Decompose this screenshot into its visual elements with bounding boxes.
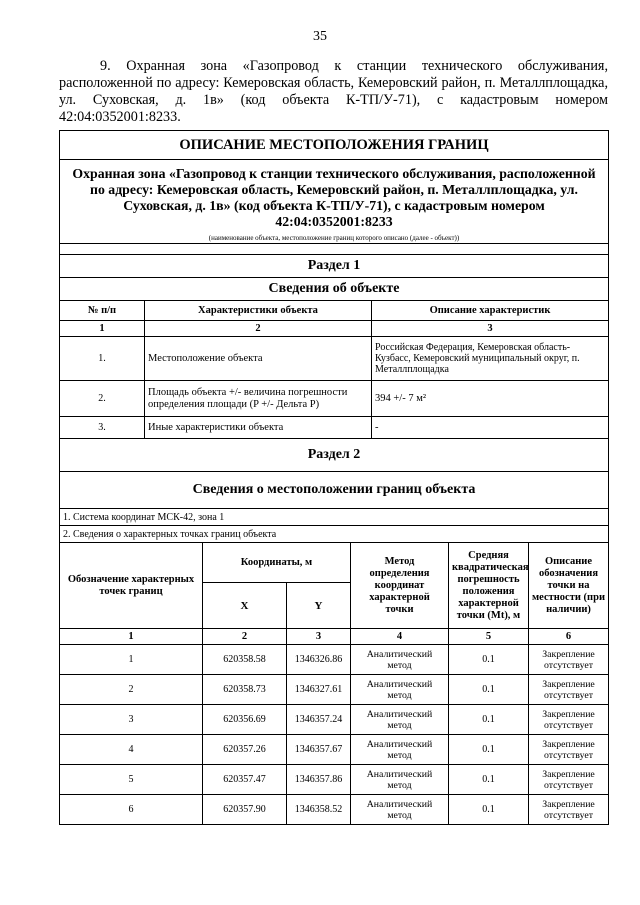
section1-label: Раздел 1 <box>60 255 609 278</box>
section1-title: Сведения об объекте <box>60 278 609 301</box>
point-accuracy: 0.1 <box>449 735 529 765</box>
point-description: Закрепление отсутствует <box>529 765 609 795</box>
row-value: - <box>372 417 609 439</box>
point-id: 1 <box>60 645 203 675</box>
table-row <box>60 417 609 439</box>
row-value: Российская Федерация, Кемеровская область-Кузбасс, Кемеровский муниципальный округ, п. Металлплощадка <box>372 337 609 381</box>
row-number: 2. <box>60 381 145 417</box>
point-y: 1346357.67 <box>287 735 351 765</box>
table-row <box>60 381 609 417</box>
document-title: ОПИСАНИЕ МЕСТОПОЛОЖЕНИЯ ГРАНИЦ <box>60 131 609 160</box>
point-description: Закрепление отсутствует <box>529 705 609 735</box>
point-description: Закрепление отсутствует <box>529 675 609 705</box>
row-characteristic: Местоположение объекта <box>145 337 372 381</box>
row-characteristic: Площадь объекта +/- величина погрешности определения площади (P +/- Дельта P) <box>145 381 372 417</box>
points-caption: 2. Сведения о характерных точках границ объекта <box>60 526 609 543</box>
coordinate-system: 1. Система координат МСК-42, зона 1 <box>60 509 609 526</box>
point-x: 620357.90 <box>203 795 287 825</box>
point-accuracy: 0.1 <box>449 675 529 705</box>
s1-header-description: Описание характеристик <box>372 301 609 321</box>
point-row <box>60 735 609 765</box>
point-x: 620356.69 <box>203 705 287 735</box>
point-method: Аналитический метод <box>351 765 449 795</box>
point-x: 620358.58 <box>203 645 287 675</box>
point-id: 5 <box>60 765 203 795</box>
point-method: Аналитический метод <box>351 645 449 675</box>
s1-header-number: № п/п <box>60 301 145 321</box>
point-x: 620358.73 <box>203 675 287 705</box>
point-method: Аналитический метод <box>351 675 449 705</box>
point-accuracy: 0.1 <box>449 765 529 795</box>
header-y: Y <box>287 583 351 629</box>
point-row <box>60 705 609 735</box>
point-row <box>60 795 609 825</box>
s1-header-characteristic: Характеристики объекта <box>145 301 372 321</box>
point-id: 6 <box>60 795 203 825</box>
header-x: X <box>203 583 287 629</box>
section2-label: Раздел 2 <box>60 439 609 472</box>
point-x: 620357.26 <box>203 735 287 765</box>
point-description: Закрепление отсутствует <box>529 795 609 825</box>
header-description: Описание обозначения точки на местности (при наличии) <box>529 543 609 629</box>
point-y: 1346358.52 <box>287 795 351 825</box>
point-method: Аналитический метод <box>351 705 449 735</box>
point-y: 1346357.24 <box>287 705 351 735</box>
header-coordinates: Координаты, м <box>203 543 351 583</box>
header-accuracy: Средняя квадратическая погрешность положения характерной точки (Mt), м <box>449 543 529 629</box>
row-number: 3. <box>60 417 145 439</box>
point-method: Аналитический метод <box>351 735 449 765</box>
page-number: 35 <box>313 29 327 44</box>
s1-col-number: 3 <box>372 321 609 337</box>
point-row <box>60 645 609 675</box>
table-row <box>60 337 609 381</box>
point-row <box>60 765 609 795</box>
point-accuracy: 0.1 <box>449 645 529 675</box>
row-number: 1. <box>60 337 145 381</box>
object-name-note: (наименование объекта, местоположение границ которого описано (далее - объект)) <box>60 232 609 244</box>
header-point: Обозначение характерных точек границ <box>60 543 203 629</box>
s2-col-number: 1 <box>60 629 203 645</box>
object-name: Охранная зона «Газопровод к станции технического обслуживания, расположенной по адресу: Кемеровская область, Кемеровский район, п. Металлплощадка, ул. Суховская, д. 1в» (код объекта К-ТП/У-71), с кадастровым номером 42:04:0352001:8233 <box>60 160 609 233</box>
point-description: Закрепление отсутствует <box>529 735 609 765</box>
row-characteristic: Иные характеристики объекта <box>145 417 372 439</box>
point-id: 3 <box>60 705 203 735</box>
s2-col-number: 4 <box>351 629 449 645</box>
spacer-row <box>60 244 609 255</box>
point-method: Аналитический метод <box>351 795 449 825</box>
s2-col-number: 5 <box>449 629 529 645</box>
s2-col-number: 3 <box>287 629 351 645</box>
s1-col-number: 2 <box>145 321 372 337</box>
s2-col-number: 2 <box>203 629 287 645</box>
point-y: 1346327.61 <box>287 675 351 705</box>
row-value: 394 +/- 7 м² <box>372 381 609 417</box>
point-accuracy: 0.1 <box>449 705 529 735</box>
s1-col-number: 1 <box>60 321 145 337</box>
boundary-description-table <box>59 130 609 825</box>
point-y: 1346357.86 <box>287 765 351 795</box>
point-accuracy: 0.1 <box>449 795 529 825</box>
point-y: 1346326.86 <box>287 645 351 675</box>
point-x: 620357.47 <box>203 765 287 795</box>
s2-col-number: 6 <box>529 629 609 645</box>
point-row <box>60 675 609 705</box>
point-description: Закрепление отсутствует <box>529 645 609 675</box>
point-id: 2 <box>60 675 203 705</box>
header-method: Метод определения координат характерной точки <box>351 543 449 629</box>
intro-paragraph: 9. Охранная зона «Газопровод к станции технического обслуживания, расположенной по адресу: Кемеровская область, Кемеровский район, п. Металлплощадка, ул. Суховская, д. 1в» (код объекта К-ТП/У-71), с кадастровым номером 42:04:0352001:8233. <box>59 58 608 125</box>
point-id: 4 <box>60 735 203 765</box>
section2-title: Сведения о местоположении границ объекта <box>60 472 609 509</box>
